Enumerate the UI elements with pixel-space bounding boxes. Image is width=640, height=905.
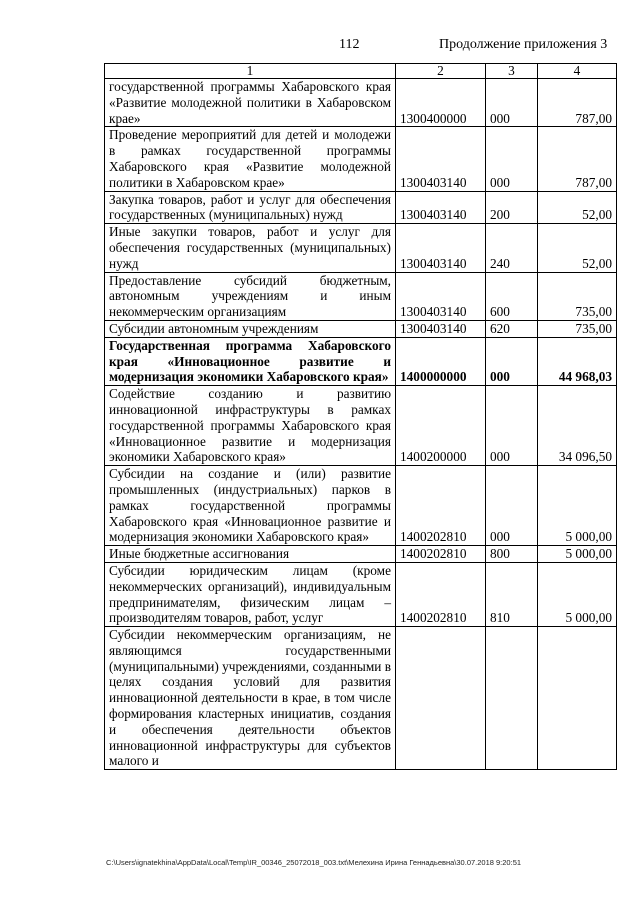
amount-cell: 34 096,50 [538, 386, 617, 466]
target-code-cell [396, 627, 486, 770]
target-code-cell: 1300403140 [396, 272, 486, 320]
table-row [105, 337, 617, 385]
amount-cell: 5 000,00 [538, 562, 617, 626]
item-name-cell: Иные бюджетные ассигнования [105, 546, 396, 563]
expense-type-cell [486, 627, 538, 770]
expense-type-cell: 000 [486, 337, 538, 385]
expense-type-cell: 600 [486, 272, 538, 320]
expense-type-cell: 800 [486, 546, 538, 563]
item-name-cell: Содействие созданию и развитию инновационной инфраструктуры в рамках государственной программы Хабаровского края «Инновационное развитие и модернизация экономики Хабаровского края» [105, 386, 396, 466]
expense-type-cell: 000 [486, 79, 538, 127]
amount-cell: 52,00 [538, 224, 617, 272]
page-number: 112 [339, 37, 360, 52]
expense-type-cell: 620 [486, 320, 538, 337]
item-name-cell: Субсидии на создание и (или) развитие промышленных (индустриальных) парков в рамках государственной программы Хабаровского края «Инновационное развитие и модернизация экономики Хабаровского края» [105, 466, 396, 546]
amount-cell: 735,00 [538, 320, 617, 337]
amount-cell: 5 000,00 [538, 546, 617, 563]
expense-type-cell: 200 [486, 191, 538, 224]
target-code-cell: 1400202810 [396, 562, 486, 626]
column-header: 4 [538, 64, 617, 79]
table-row [105, 272, 617, 320]
expense-type-cell: 000 [486, 466, 538, 546]
item-name-cell: Закупка товаров, работ и услуг для обеспечения государственных (муниципальных) нужд [105, 191, 396, 224]
column-number-row [105, 64, 617, 79]
table-row [105, 320, 617, 337]
item-name-cell: Проведение мероприятий для детей и молодежи в рамках государственной программы Хабаровского края «Развитие молодежной политики в Хабаровском крае» [105, 127, 396, 191]
amount-cell: 787,00 [538, 127, 617, 191]
item-name-cell: Государственная программа Хабаровского края «Инновационное развитие и модернизация экономики Хабаровского края» [105, 337, 396, 385]
target-code-cell: 1300403140 [396, 191, 486, 224]
table-row [105, 191, 617, 224]
table-row [105, 79, 617, 127]
item-name-cell: Иные закупки товаров, работ и услуг для обеспечения государственных (муниципальных) нужд [105, 224, 396, 272]
item-name-cell: Предоставление субсидий бюджетным, автономным учреждениям и иным некоммерческим организациям [105, 272, 396, 320]
item-name-cell: Субсидии юридическим лицам (кроме некоммерческих организаций), индивидуальным предпринимателям, физическим лицам – производителям товаров, работ, услуг [105, 562, 396, 626]
column-header: 2 [396, 64, 486, 79]
table-row [105, 466, 617, 546]
target-code-cell: 1400202810 [396, 466, 486, 546]
table-row [105, 627, 617, 770]
target-code-cell: 1300403140 [396, 127, 486, 191]
amount-cell: 787,00 [538, 79, 617, 127]
item-name-cell: Субсидии автономным учреждениям [105, 320, 396, 337]
item-name-cell: Субсидии некоммерческим организациям, не являющимся государственными (муниципальными) учреждениями, созданными в целях создания условий для развития инновационной деятельности в крае, в том числе формирования кластерных инициатив, создания и обеспечения деятельности объектов инновационной инфраструктуры для субъектов малого и [105, 627, 396, 770]
amount-cell: 5 000,00 [538, 466, 617, 546]
target-code-cell: 1300403140 [396, 224, 486, 272]
file-path-footer: C:\Users\ignatekhina\AppData\Local\Temp\IR_00346_25072018_003.txt\Мелехина Ирина Геннадьевна\30.07.2018 9:20:51 [106, 858, 522, 867]
amount-cell: 44 968,03 [538, 337, 617, 385]
target-code-cell: 1400000000 [396, 337, 486, 385]
item-name-cell: государственной программы Хабаровского края «Развитие молодежной политики в Хабаровском крае» [105, 79, 396, 127]
continuation-label: Продолжение приложения 3 [439, 37, 608, 52]
expense-type-cell: 000 [486, 127, 538, 191]
amount-cell [538, 627, 617, 770]
amount-cell: 52,00 [538, 191, 617, 224]
budget-table [104, 63, 617, 770]
table-row [105, 127, 617, 191]
expense-type-cell: 810 [486, 562, 538, 626]
target-code-cell: 1400202810 [396, 546, 486, 563]
target-code-cell: 1300403140 [396, 320, 486, 337]
expense-type-cell: 240 [486, 224, 538, 272]
expense-type-cell: 000 [486, 386, 538, 466]
table-row [105, 386, 617, 466]
table-row [105, 224, 617, 272]
target-code-cell: 1400200000 [396, 386, 486, 466]
target-code-cell: 1300400000 [396, 79, 486, 127]
table-row [105, 546, 617, 563]
amount-cell: 735,00 [538, 272, 617, 320]
column-header: 1 [105, 64, 396, 79]
column-header: 3 [486, 64, 538, 79]
table-row [105, 562, 617, 626]
